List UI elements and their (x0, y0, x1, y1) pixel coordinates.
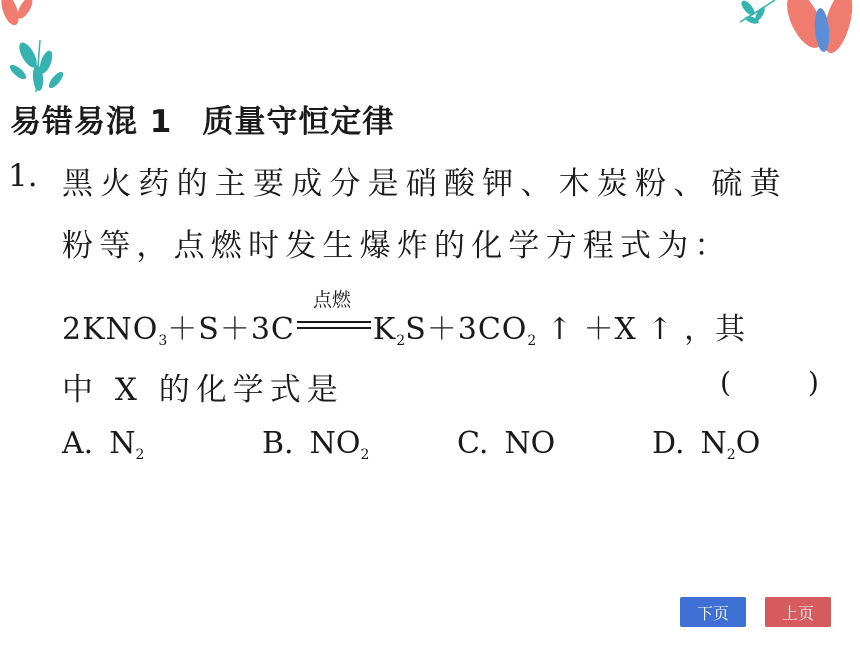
chemical-equation: $2KNO_3+S+3C$ 点燃 $K_2S+3CO_2$ ↑ ＋X ↑ ，其 (62, 304, 746, 349)
answer-options (62, 426, 842, 466)
section-label: 易错易混 1 (10, 104, 173, 140)
reaction-condition-label: 点燃 (312, 289, 351, 311)
answer-bracket-close: ) (808, 366, 819, 399)
answer-bracket-open: ( (720, 366, 731, 399)
option-d[interactable]: D. $N_2O$ (652, 426, 761, 463)
previous-page-button[interactable]: 上页 (765, 597, 831, 627)
section-topic: 质量守恒定律 (202, 104, 395, 140)
question-text-line-4: 中 X 的化学式是 (62, 372, 344, 408)
option-b[interactable]: B. $NO_2$ (262, 426, 370, 463)
question-text-line-2: 粉等，点燃时发生爆炸的化学方程式为： (62, 228, 732, 264)
leaf-decoration-right (730, 0, 860, 70)
section-title (10, 96, 394, 141)
option-a[interactable]: A. $N_2$ (62, 426, 145, 463)
question-number: 1. (8, 158, 38, 194)
reaction-condition (295, 289, 373, 339)
question-text-line-1: 黑火药的主要成分是硝酸钾、木炭粉、硫黄 (62, 166, 788, 202)
leaf-decoration-left (0, 0, 80, 95)
next-page-button[interactable]: 下页 (680, 597, 746, 627)
option-c[interactable]: C. NO (457, 426, 556, 461)
